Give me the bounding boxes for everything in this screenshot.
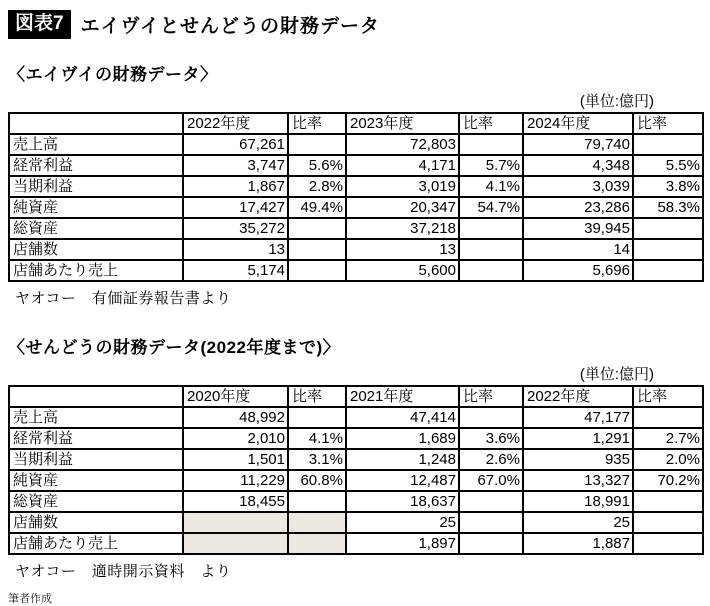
ratio-cell <box>459 260 523 281</box>
ratio-cell <box>633 533 703 554</box>
ratio-cell: 4.1% <box>288 428 346 449</box>
value-cell: 935 <box>523 449 633 470</box>
column-header-cell: 2021年度 <box>346 386 459 407</box>
ratio-cell <box>288 407 346 428</box>
ratio-cell <box>288 218 346 239</box>
sendo-section <box>8 333 702 581</box>
table-row <box>9 491 703 512</box>
ratio-cell <box>288 239 346 260</box>
aivui-section-title: 〈エイヴイの財務データ〉 <box>8 64 218 84</box>
ratio-cell: 2.7% <box>633 428 703 449</box>
row-label-cell: 経常利益 <box>9 428 183 449</box>
value-cell: 13,327 <box>523 470 633 491</box>
value-cell: 18,637 <box>346 491 459 512</box>
table-header-row <box>9 113 703 134</box>
shaded-empty-cell <box>183 512 288 533</box>
value-cell: 3,019 <box>346 176 459 197</box>
column-header-cell: 比率 <box>633 386 703 407</box>
column-header-cell: 2020年度 <box>183 386 288 407</box>
value-cell: 47,414 <box>346 407 459 428</box>
value-cell: 17,427 <box>183 197 288 218</box>
row-label-cell: 当期利益 <box>9 176 183 197</box>
ratio-cell: 54.7% <box>459 197 523 218</box>
ratio-cell: 3.1% <box>288 449 346 470</box>
value-cell: 72,803 <box>346 134 459 155</box>
ratio-cell <box>633 260 703 281</box>
ratio-cell <box>633 134 703 155</box>
ratio-cell: 2.6% <box>459 449 523 470</box>
value-cell: 1,897 <box>346 533 459 554</box>
row-label-cell: 経常利益 <box>9 155 183 176</box>
table-row <box>9 512 703 533</box>
figure-number-badge: 図表7 <box>8 10 71 39</box>
unit-label: (単位:億円) <box>579 365 654 383</box>
column-header-cell: 比率 <box>288 113 346 134</box>
row-label-cell: 純資産 <box>9 197 183 218</box>
ratio-cell: 2.8% <box>288 176 346 197</box>
table-row <box>9 449 703 470</box>
ratio-cell <box>459 533 523 554</box>
author-note: 筆者作成 <box>8 592 52 605</box>
ratio-cell <box>633 218 703 239</box>
shaded-empty-cell <box>288 533 346 554</box>
aivui-financial-table <box>8 112 704 282</box>
page-title: エイヴイとせんどうの財務データ <box>80 15 381 37</box>
table-header-row <box>9 386 703 407</box>
ratio-cell: 49.4% <box>288 197 346 218</box>
column-header-cell: 2023年度 <box>346 113 459 134</box>
ratio-cell: 5.7% <box>459 155 523 176</box>
ratio-cell: 58.3% <box>633 197 703 218</box>
ratio-cell: 3.6% <box>459 428 523 449</box>
row-label-cell: 当期利益 <box>9 449 183 470</box>
ratio-cell: 5.5% <box>633 155 703 176</box>
sendo-source-note: ヤオコー 適時開示資料 より <box>15 562 232 580</box>
ratio-cell <box>288 260 346 281</box>
corner-header-cell <box>9 113 183 134</box>
ratio-cell <box>459 407 523 428</box>
ratio-cell: 5.6% <box>288 155 346 176</box>
value-cell: 1,689 <box>346 428 459 449</box>
ratio-cell <box>459 491 523 512</box>
row-label-cell: 純資産 <box>9 470 183 491</box>
ratio-cell <box>288 491 346 512</box>
ratio-cell: 60.8% <box>288 470 346 491</box>
value-cell: 3,039 <box>523 176 633 197</box>
value-cell: 23,286 <box>523 197 633 218</box>
value-cell: 1,248 <box>346 449 459 470</box>
row-label-cell: 売上高 <box>9 407 183 428</box>
table-row <box>9 176 703 197</box>
value-cell: 2,010 <box>183 428 288 449</box>
table-row <box>9 197 703 218</box>
unit-label: (単位:億円) <box>579 92 654 110</box>
value-cell: 13 <box>183 239 288 260</box>
value-cell: 48,992 <box>183 407 288 428</box>
column-header-cell: 2024年度 <box>523 113 633 134</box>
ratio-cell <box>288 134 346 155</box>
shaded-empty-cell <box>183 533 288 554</box>
value-cell: 79,740 <box>523 134 633 155</box>
table-row <box>9 260 703 281</box>
value-cell: 14 <box>523 239 633 260</box>
ratio-cell <box>633 239 703 260</box>
aivui-section <box>8 60 702 308</box>
sendo-section-title: 〈せんどうの財務データ(2022年度まで)〉 <box>8 337 341 357</box>
table-row <box>9 239 703 260</box>
row-label-cell: 売上高 <box>9 134 183 155</box>
shaded-empty-cell <box>288 512 346 533</box>
ratio-cell <box>459 512 523 533</box>
value-cell: 1,867 <box>183 176 288 197</box>
column-header-cell: 2022年度 <box>523 386 633 407</box>
sendo-financial-table <box>8 385 704 555</box>
ratio-cell <box>633 491 703 512</box>
value-cell: 47,177 <box>523 407 633 428</box>
value-cell: 4,348 <box>523 155 633 176</box>
column-header-cell: 比率 <box>459 113 523 134</box>
value-cell: 4,171 <box>346 155 459 176</box>
value-cell: 5,174 <box>183 260 288 281</box>
row-label-cell: 総資産 <box>9 218 183 239</box>
row-label-cell: 総資産 <box>9 491 183 512</box>
row-label-cell: 店舗数 <box>9 239 183 260</box>
value-cell: 25 <box>523 512 633 533</box>
corner-header-cell <box>9 386 183 407</box>
row-label-cell: 店舗数 <box>9 512 183 533</box>
row-label-cell: 店舗あたり売上 <box>9 533 183 554</box>
ratio-cell: 3.8% <box>633 176 703 197</box>
table-row <box>9 407 703 428</box>
ratio-cell <box>459 134 523 155</box>
value-cell: 67,261 <box>183 134 288 155</box>
value-cell: 35,272 <box>183 218 288 239</box>
value-cell: 12,487 <box>346 470 459 491</box>
ratio-cell <box>633 407 703 428</box>
table-row <box>9 470 703 491</box>
ratio-cell <box>459 239 523 260</box>
ratio-cell: 67.0% <box>459 470 523 491</box>
value-cell: 1,501 <box>183 449 288 470</box>
value-cell: 20,347 <box>346 197 459 218</box>
value-cell: 18,455 <box>183 491 288 512</box>
value-cell: 25 <box>346 512 459 533</box>
value-cell: 18,991 <box>523 491 633 512</box>
row-label-cell: 店舗あたり売上 <box>9 260 183 281</box>
column-header-cell: 比率 <box>633 113 703 134</box>
column-header-cell: 2022年度 <box>183 113 288 134</box>
column-header-cell: 比率 <box>288 386 346 407</box>
ratio-cell <box>633 512 703 533</box>
ratio-cell <box>459 218 523 239</box>
value-cell: 11,229 <box>183 470 288 491</box>
value-cell: 39,945 <box>523 218 633 239</box>
aivui-source-note: ヤオコー 有価証券報告書より <box>15 289 232 307</box>
value-cell: 3,747 <box>183 155 288 176</box>
table-row <box>9 134 703 155</box>
table-row <box>9 155 703 176</box>
table-row <box>9 533 703 554</box>
ratio-cell: 4.1% <box>459 176 523 197</box>
value-cell: 1,291 <box>523 428 633 449</box>
value-cell: 5,600 <box>346 260 459 281</box>
column-header-cell: 比率 <box>459 386 523 407</box>
value-cell: 13 <box>346 239 459 260</box>
value-cell: 5,696 <box>523 260 633 281</box>
table-row <box>9 218 703 239</box>
figure-header <box>8 10 702 39</box>
value-cell: 37,218 <box>346 218 459 239</box>
value-cell: 1,887 <box>523 533 633 554</box>
ratio-cell: 2.0% <box>633 449 703 470</box>
table-row <box>9 428 703 449</box>
ratio-cell: 70.2% <box>633 470 703 491</box>
